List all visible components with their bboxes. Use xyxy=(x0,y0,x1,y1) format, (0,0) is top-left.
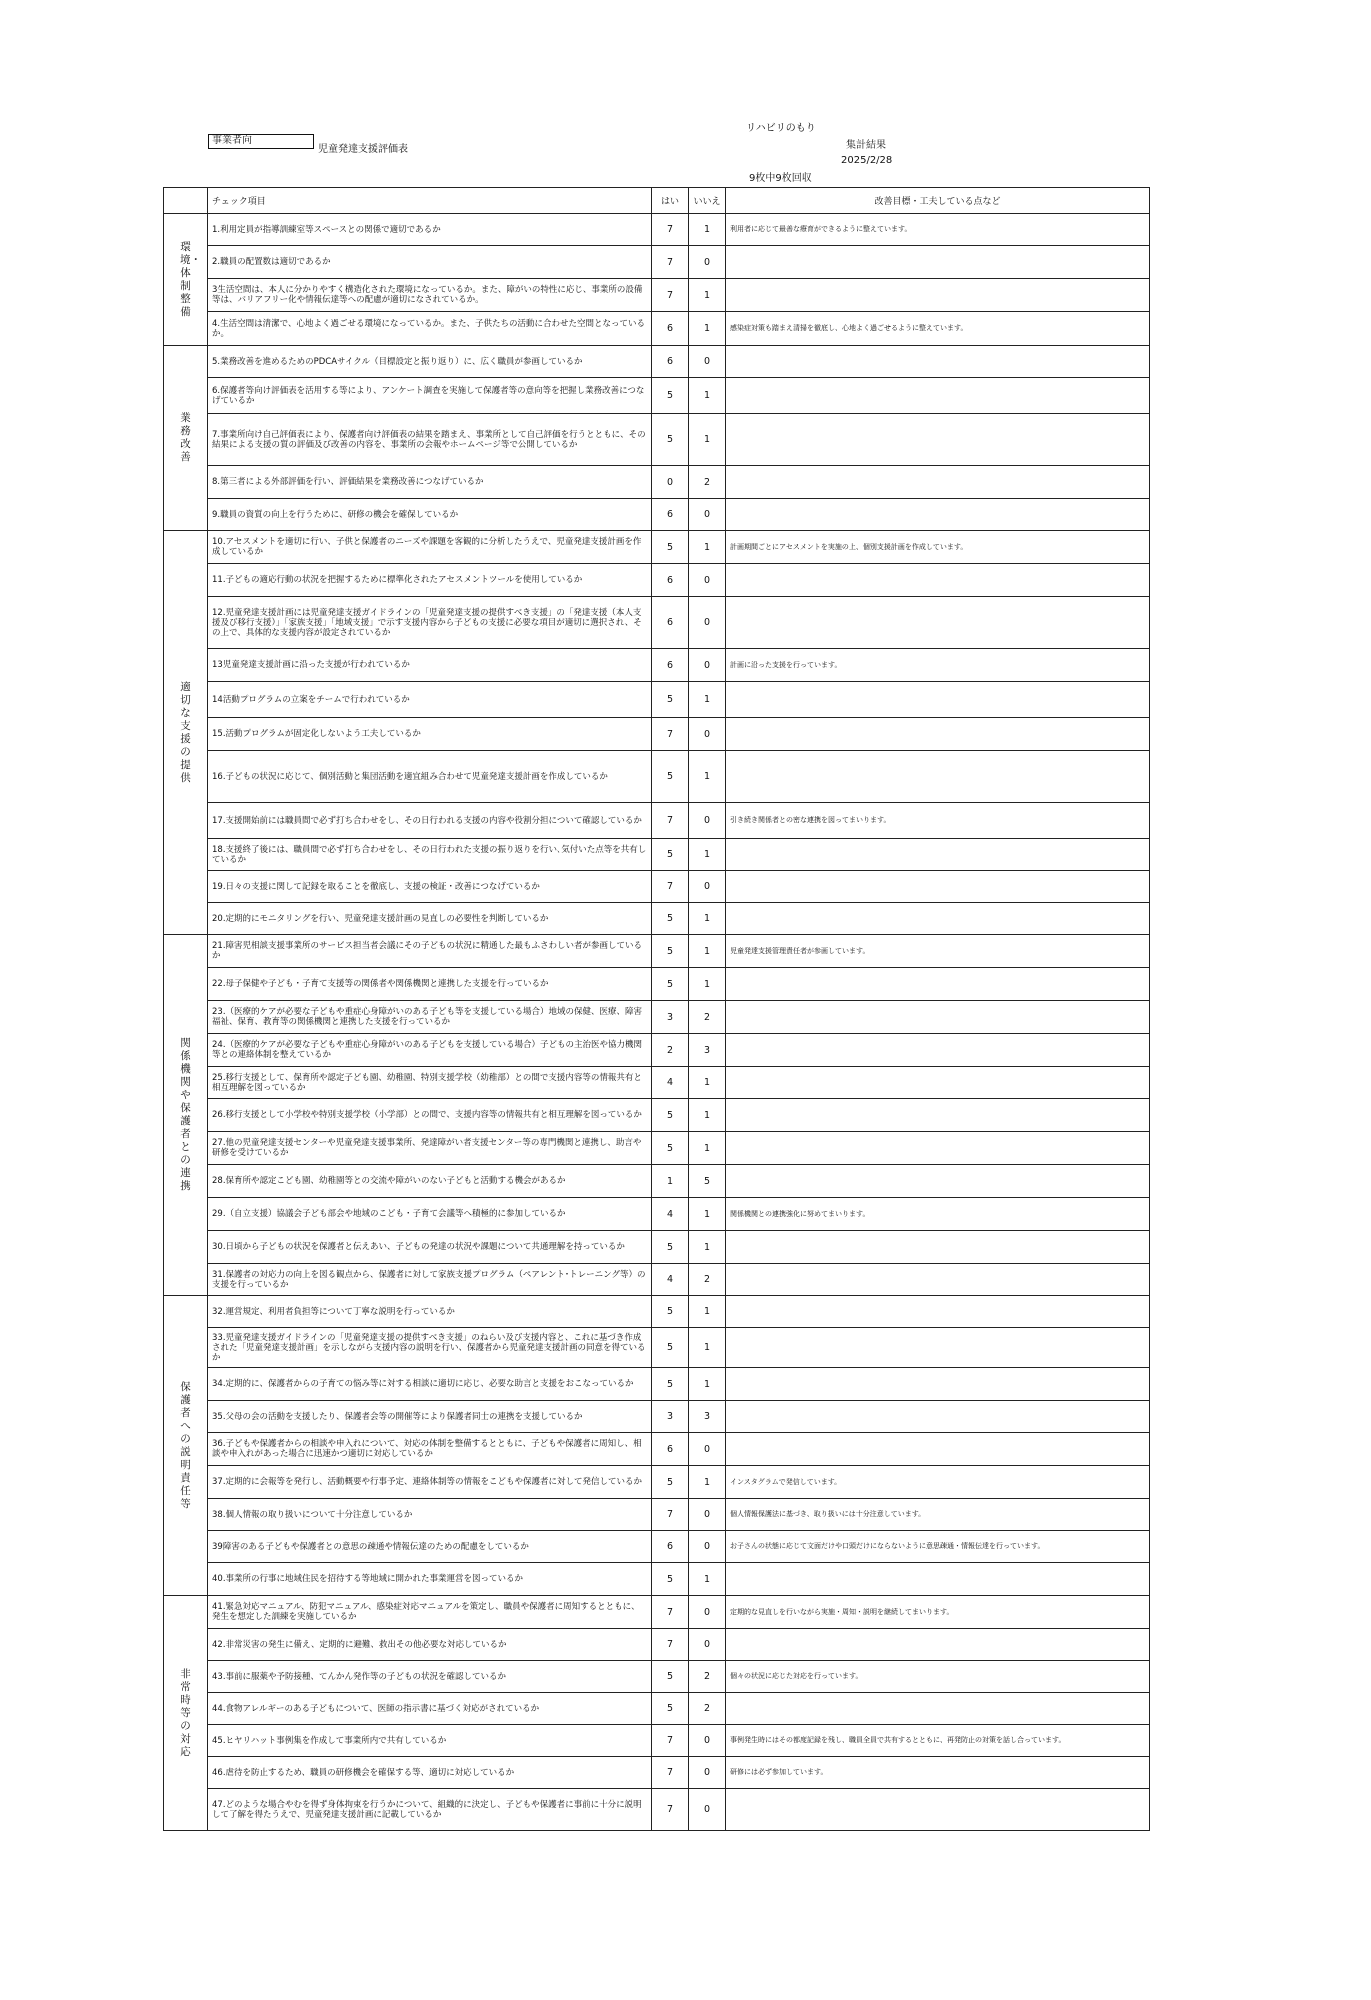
no-count: 0 xyxy=(689,1725,726,1757)
check-item: 1.利用定員が指導訓練室等スペースとの関係で適切であるか xyxy=(208,214,652,246)
yes-count: 7 xyxy=(652,214,689,246)
improvement-note: 利用者に応じて最善な療育ができるように整えています。 xyxy=(726,214,1150,246)
check-item: 15.活動プログラムが固定化しないよう工夫しているか xyxy=(208,718,652,751)
check-item: 29.（自立支援）協議会子ども部会や地域のこども・子育て会議等へ積極的に参加しているか xyxy=(208,1198,652,1231)
improvement-note xyxy=(726,751,1150,803)
improvement-note xyxy=(726,1231,1150,1264)
table-row xyxy=(164,1132,1150,1165)
category-cell xyxy=(164,935,208,1296)
table-row xyxy=(164,1034,1150,1067)
no-count: 1 xyxy=(689,1466,726,1499)
check-item: 3生活空間は、本人に分かりやすく構造化された環境になっているか。また、障がいの特性に応じ、事業所の設備等は、バリアフリー化や情報伝達等への配慮が適切になされているか。 xyxy=(208,279,652,312)
check-item: 21.障害児相談支援事業所のサービス担当者会議にその子どもの状況に精通した最もふさわしい者が参画しているか xyxy=(208,935,652,968)
improvement-note xyxy=(726,1099,1150,1132)
category-label: 適切な支援の提供 xyxy=(180,680,191,784)
improvement-note xyxy=(726,1165,1150,1198)
improvement-note: 計画期間ごとにアセスメントを実施の上、個別支援計画を作成しています。 xyxy=(726,531,1150,564)
table-row xyxy=(164,1198,1150,1231)
no-count: 2 xyxy=(689,466,726,499)
yes-count: 4 xyxy=(652,1067,689,1099)
no-count: 0 xyxy=(689,499,726,531)
category-label: 非常時等の対応 xyxy=(180,1667,191,1758)
improvement-note: 個々の状況に応じた対応を行っています。 xyxy=(726,1661,1150,1693)
facility-name: リハビリのもり xyxy=(746,123,816,134)
table-row xyxy=(164,1725,1150,1757)
check-item: 36.子どもや保護者からの相談や申入れについて、対応の体制を整備するとともに、子どもや保護者に周知し、相談や申入れがあった場合に迅速かつ適切に対応しているか xyxy=(208,1433,652,1466)
improvement-note xyxy=(726,839,1150,871)
yes-count: 6 xyxy=(652,1531,689,1563)
check-item: 26.移行支援として小学校や特別支援学校（小学部）との間で、支援内容等の情報共有と相互理解を図っているか xyxy=(208,1099,652,1132)
header-item: チェック項目 xyxy=(208,188,652,214)
check-item: 8.第三者による外部評価を行い、評価結果を業務改善につなげているか xyxy=(208,466,652,499)
no-count: 0 xyxy=(689,718,726,751)
no-count: 0 xyxy=(689,1499,726,1531)
table-row xyxy=(164,1596,1150,1629)
yes-count: 5 xyxy=(652,682,689,718)
category-cell xyxy=(164,346,208,531)
table-row xyxy=(164,1231,1150,1264)
check-item: 9.職員の資質の向上を行うために、研修の機会を確保しているか xyxy=(208,499,652,531)
table-body xyxy=(164,214,1150,1831)
category-cell xyxy=(164,214,208,346)
no-count: 0 xyxy=(689,1629,726,1661)
yes-count: 5 xyxy=(652,935,689,968)
header-no: いいえ xyxy=(689,188,726,214)
category-cell xyxy=(164,1596,208,1831)
category-label: 関係機関や保護者との連携 xyxy=(180,1037,191,1192)
table-row xyxy=(164,1466,1150,1499)
improvement-note: 事例発生時にはその都度記録を残し、職員全員で共有するとともに、再発防止の対策を話し合っています。 xyxy=(726,1725,1150,1757)
yes-count: 7 xyxy=(652,246,689,279)
check-item: 22.母子保健や子ども・子育て支援等の関係者や関係機関と連携した支援を行っているか xyxy=(208,968,652,1001)
improvement-note xyxy=(726,1034,1150,1067)
yes-count: 7 xyxy=(652,279,689,312)
yes-count: 5 xyxy=(652,968,689,1001)
yes-count: 5 xyxy=(652,751,689,803)
no-count: 1 xyxy=(689,1231,726,1264)
table-row xyxy=(164,246,1150,279)
table-row xyxy=(164,378,1150,414)
yes-count: 5 xyxy=(652,531,689,564)
table-row xyxy=(164,1661,1150,1693)
no-count: 0 xyxy=(689,1433,726,1466)
no-count: 1 xyxy=(689,1296,726,1328)
table-row xyxy=(164,871,1150,903)
table-row xyxy=(164,803,1150,839)
table-row xyxy=(164,346,1150,378)
table-row xyxy=(164,718,1150,751)
yes-count: 7 xyxy=(652,1629,689,1661)
no-count: 1 xyxy=(689,312,726,346)
table-row xyxy=(164,1368,1150,1401)
improvement-note: 計画に沿った支援を行っています。 xyxy=(726,649,1150,682)
summary-label: 集計結果 xyxy=(846,140,886,151)
improvement-note xyxy=(726,903,1150,935)
yes-count: 2 xyxy=(652,1034,689,1067)
table-row xyxy=(164,1433,1150,1466)
yes-count: 6 xyxy=(652,564,689,597)
category-label: 保護者への説明責任等 xyxy=(180,1380,191,1510)
no-count: 1 xyxy=(689,1132,726,1165)
no-count: 2 xyxy=(689,1693,726,1725)
improvement-note xyxy=(726,246,1150,279)
table-row xyxy=(164,531,1150,564)
audience-label: 事業者向 xyxy=(208,134,314,149)
check-item: 6.保護者等向け評価表を活用する等により、アンケート調査を実施して保護者等の意向等を把握し業務改善につなげているか xyxy=(208,378,652,414)
check-item: 35.父母の会の活動を支援したり、保護者会等の開催等により保護者同士の連携を支援しているか xyxy=(208,1401,652,1433)
table-row xyxy=(164,968,1150,1001)
table-row xyxy=(164,1401,1150,1433)
table-row xyxy=(164,1757,1150,1789)
table-row xyxy=(164,1693,1150,1725)
table-row xyxy=(164,839,1150,871)
improvement-note xyxy=(726,279,1150,312)
table-header-row xyxy=(164,188,1150,214)
check-item: 4.生活空間は清潔で、心地よく過ごせる環境になっているか。また、子供たちの活動に合わせた空間となっているか。 xyxy=(208,312,652,346)
yes-count: 5 xyxy=(652,1296,689,1328)
improvement-note xyxy=(726,1563,1150,1596)
improvement-note xyxy=(726,564,1150,597)
yes-count: 3 xyxy=(652,1401,689,1433)
no-count: 2 xyxy=(689,1661,726,1693)
form-title: 児童発達支援評価表 xyxy=(318,144,408,155)
yes-count: 5 xyxy=(652,414,689,466)
no-count: 0 xyxy=(689,1757,726,1789)
table-row xyxy=(164,214,1150,246)
check-item: 32.運営規定、利用者負担等について丁寧な説明を行っているか xyxy=(208,1296,652,1328)
category-cell xyxy=(164,531,208,935)
category-cell xyxy=(164,1296,208,1596)
improvement-note: インスタグラムで発信しています。 xyxy=(726,1466,1150,1499)
header-notes: 改善目標・工夫している点など xyxy=(726,188,1150,214)
improvement-note xyxy=(726,1001,1150,1034)
no-count: 1 xyxy=(689,414,726,466)
header-yes: はい xyxy=(652,188,689,214)
no-count: 2 xyxy=(689,1001,726,1034)
improvement-note xyxy=(726,346,1150,378)
check-item: 18.支援終了後には、職員間で必ず打ち合わせをし、その日行われた支援の振り返りを行い､気付いた点等を共有しているか xyxy=(208,839,652,871)
check-item: 14活動プログラムの立案をチームで行われているか xyxy=(208,682,652,718)
summary-date: 2025/2/28 xyxy=(841,155,893,166)
no-count: 0 xyxy=(689,597,726,649)
improvement-note xyxy=(726,1629,1150,1661)
yes-count: 5 xyxy=(652,378,689,414)
category-label: 環境・体制整備 xyxy=(180,240,201,318)
no-count: 0 xyxy=(689,1531,726,1563)
no-count: 3 xyxy=(689,1034,726,1067)
no-count: 0 xyxy=(689,871,726,903)
improvement-note xyxy=(726,1067,1150,1099)
yes-count: 5 xyxy=(652,1328,689,1368)
yes-count: 6 xyxy=(652,649,689,682)
yes-count: 7 xyxy=(652,871,689,903)
improvement-note xyxy=(726,682,1150,718)
no-count: 0 xyxy=(689,1596,726,1629)
check-item: 43.事前に服薬や予防接種、てんかん発作等の子どもの状況を確認しているか xyxy=(208,1661,652,1693)
no-count: 1 xyxy=(689,1198,726,1231)
no-count: 0 xyxy=(689,564,726,597)
yes-count: 5 xyxy=(652,1368,689,1401)
check-item: 12.児童発達支援計画には児童発達支援ガイドラインの「児童発達支援の提供すべき支援」の「発達支援（本人支援及び移行支援）」「家族支援」「地域支援」で示す支援内容から子どもの支援に必要な項目が適切に選択され、その上で、具体的な支援内容が設定されているか xyxy=(208,597,652,649)
collection-count: 9枚中9枚回収 xyxy=(749,173,812,184)
yes-count: 5 xyxy=(652,1693,689,1725)
no-count: 0 xyxy=(689,803,726,839)
improvement-note: 児童発達支援管理責任者が参画しています。 xyxy=(726,935,1150,968)
check-item: 17.支援開始前には職員間で必ず打ち合わせをし、その日行われる支援の内容や役割分担について確認しているか xyxy=(208,803,652,839)
table-row xyxy=(164,466,1150,499)
table-row xyxy=(164,1629,1150,1661)
no-count: 1 xyxy=(689,935,726,968)
check-item: 38.個人情報の取り扱いについて十分注意しているか xyxy=(208,1499,652,1531)
check-item: 11.子どもの適応行動の状況を把握するために標準化されたアセスメントツールを使用しているか xyxy=(208,564,652,597)
check-item: 10.アセスメントを適切に行い、子供と保護者のニーズや課題を客観的に分析したうえで、児童発達支援計画を作成しているか xyxy=(208,531,652,564)
yes-count: 5 xyxy=(652,903,689,935)
yes-count: 5 xyxy=(652,1099,689,1132)
no-count: 0 xyxy=(689,1789,726,1831)
yes-count: 6 xyxy=(652,346,689,378)
no-count: 1 xyxy=(689,1328,726,1368)
improvement-note xyxy=(726,1296,1150,1328)
table-row xyxy=(164,1531,1150,1563)
no-count: 1 xyxy=(689,214,726,246)
yes-count: 7 xyxy=(652,1725,689,1757)
yes-count: 6 xyxy=(652,597,689,649)
table-row xyxy=(164,1067,1150,1099)
check-item: 13児童発達支援計画に沿った支援が行われているか xyxy=(208,649,652,682)
check-item: 40.事業所の行事に地域住民を招待する等地域に開かれた事業運営を図っているか xyxy=(208,1563,652,1596)
table-row xyxy=(164,414,1150,466)
table-row xyxy=(164,312,1150,346)
check-item: 20.定期的にモニタリングを行い、児童発達支援計画の見直しの必要性を判断しているか xyxy=(208,903,652,935)
category-label: 業務改善 xyxy=(180,412,191,463)
header-category xyxy=(164,188,208,214)
no-count: 1 xyxy=(689,1563,726,1596)
table-row xyxy=(164,564,1150,597)
no-count: 1 xyxy=(689,378,726,414)
no-count: 1 xyxy=(689,839,726,871)
table-row xyxy=(164,1001,1150,1034)
yes-count: 7 xyxy=(652,1596,689,1629)
table-row xyxy=(164,1499,1150,1531)
check-item: 42.非常災害の発生に備え、定期的に避難、救出その他必要な対応しているか xyxy=(208,1629,652,1661)
no-count: 1 xyxy=(689,1099,726,1132)
yes-count: 4 xyxy=(652,1264,689,1296)
yes-count: 5 xyxy=(652,839,689,871)
improvement-note xyxy=(726,1368,1150,1401)
table-row xyxy=(164,1328,1150,1368)
no-count: 2 xyxy=(689,1264,726,1296)
yes-count: 5 xyxy=(652,1132,689,1165)
improvement-note xyxy=(726,1789,1150,1831)
table-row xyxy=(164,1789,1150,1831)
table-row xyxy=(164,597,1150,649)
table-row xyxy=(164,1099,1150,1132)
improvement-note xyxy=(726,499,1150,531)
check-item: 41.緊急対応マニュアル、防犯マニュアル、感染症対応マニュアルを策定し、職員や保護者に周知するとともに、発生を想定した訓練を実施しているか xyxy=(208,1596,652,1629)
no-count: 1 xyxy=(689,751,726,803)
yes-count: 7 xyxy=(652,1789,689,1831)
check-item: 45.ヒヤリハット事例集を作成して事業所内で共有しているか xyxy=(208,1725,652,1757)
improvement-note xyxy=(726,1433,1150,1466)
yes-count: 6 xyxy=(652,312,689,346)
yes-count: 5 xyxy=(652,1466,689,1499)
check-item: 2.職員の配置数は適切であるか xyxy=(208,246,652,279)
improvement-note xyxy=(726,1132,1150,1165)
improvement-note xyxy=(726,871,1150,903)
table-row xyxy=(164,1296,1150,1328)
table-row xyxy=(164,751,1150,803)
yes-count: 3 xyxy=(652,1001,689,1034)
no-count: 5 xyxy=(689,1165,726,1198)
table-row xyxy=(164,935,1150,968)
no-count: 0 xyxy=(689,649,726,682)
table-row xyxy=(164,1563,1150,1596)
improvement-note: 定期的な見直しを行いながら実施・周知・説明を継続してまいります。 xyxy=(726,1596,1150,1629)
yes-count: 7 xyxy=(652,803,689,839)
yes-count: 1 xyxy=(652,1165,689,1198)
improvement-note xyxy=(726,968,1150,1001)
yes-count: 7 xyxy=(652,718,689,751)
improvement-note xyxy=(726,1328,1150,1368)
improvement-note: 引き続き関係者との密な連携を図ってまいります。 xyxy=(726,803,1150,839)
no-count: 1 xyxy=(689,682,726,718)
no-count: 1 xyxy=(689,279,726,312)
yes-count: 5 xyxy=(652,1661,689,1693)
improvement-note xyxy=(726,466,1150,499)
no-count: 1 xyxy=(689,531,726,564)
improvement-note: 研修には必ず参加しています。 xyxy=(726,1757,1150,1789)
no-count: 1 xyxy=(689,968,726,1001)
yes-count: 0 xyxy=(652,466,689,499)
check-item: 5.業務改善を進めるためのPDCAサイクル（目標設定と振り返り）に、広く職員が参画しているか xyxy=(208,346,652,378)
yes-count: 7 xyxy=(652,1757,689,1789)
check-item: 39障害のある子どもや保護者との意思の疎通や情報伝達のための配慮をしているか xyxy=(208,1531,652,1563)
table-row xyxy=(164,499,1150,531)
check-item: 28.保育所や認定こども園、幼稚園等との交流や障がいのない子どもと活動する機会があるか xyxy=(208,1165,652,1198)
check-item: 37.定期的に会報等を発行し、活動概要や行事予定、連絡体制等の情報をこどもや保護者に対して発信しているか xyxy=(208,1466,652,1499)
check-item: 24.（医療的ケアが必要な子どもや重症心身障がいのある子どもを支援している場合）子どもの主治医や協力機関等との連絡体制を整えているか xyxy=(208,1034,652,1067)
table-row xyxy=(164,649,1150,682)
yes-count: 5 xyxy=(652,1563,689,1596)
check-item: 34.定期的に、保護者からの子育ての悩み等に対する相談に適切に応じ、必要な助言と支援をおこなっているか xyxy=(208,1368,652,1401)
no-count: 0 xyxy=(689,346,726,378)
improvement-note: 感染症対策も踏まえ清掃を徹底し、心地よく過ごせるように整えています。 xyxy=(726,312,1150,346)
table-row xyxy=(164,1264,1150,1296)
improvement-note xyxy=(726,1401,1150,1433)
check-item: 30.日頃から子どもの状況を保護者と伝えあい、子どもの発達の状況や課題について共通理解を持っているか xyxy=(208,1231,652,1264)
check-item: 7.事業所向け自己評価表により、保護者向け評価表の結果を踏まえ、事業所として自己評価を行うとともに、その結果による支援の質の評価及び改善の内容を、事業所の会報やホームページ等で公開しているか xyxy=(208,414,652,466)
check-item: 47.どのような場合やむを得ず身体拘束を行うかについて、組織的に決定し、子どもや保護者に事前に十分に説明して了解を得たうえで、児童発達支援計画に記載しているか xyxy=(208,1789,652,1831)
no-count: 1 xyxy=(689,903,726,935)
check-item: 33.児童発達支援ガイドラインの「児童発達支援の提供すべき支援」のねらい及び支援内容と、これに基づき作成された「児童発達支援計画」を示しながら支援内容の説明を行い、保護者から児童発達支援計画の同意を得ているか xyxy=(208,1328,652,1368)
improvement-note xyxy=(726,1693,1150,1725)
check-item: 19.日々の支援に関して記録を取ることを徹底し、支援の検証・改善につなげているか xyxy=(208,871,652,903)
table-row xyxy=(164,682,1150,718)
yes-count: 5 xyxy=(652,1231,689,1264)
check-item: 27.他の児童発達支援センターや児童発達支援事業所、発達障がい者支援センター等の専門機関と連携し、助言や研修を受けているか xyxy=(208,1132,652,1165)
no-count: 0 xyxy=(689,246,726,279)
check-item: 23.（医療的ケアが必要な子どもや重症心身障がいのある子ども等を支援している場合）地域の保健、医療、障害福祉、保育、教育等の関係機関と連携した支援を行っているか xyxy=(208,1001,652,1034)
no-count: 3 xyxy=(689,1401,726,1433)
table-row xyxy=(164,903,1150,935)
improvement-note xyxy=(726,597,1150,649)
yes-count: 7 xyxy=(652,1499,689,1531)
table-row xyxy=(164,1165,1150,1198)
improvement-note: 関係機関との連携強化に努めてまいります。 xyxy=(726,1198,1150,1231)
evaluation-table xyxy=(163,187,1150,1831)
table-row xyxy=(164,279,1150,312)
check-item: 25.移行支援として、保育所や認定子ども園、幼稚園、特別支援学校（幼稚部）との間で支援内容等の情報共有と相互理解を図っているか xyxy=(208,1067,652,1099)
yes-count: 4 xyxy=(652,1198,689,1231)
improvement-note xyxy=(726,1264,1150,1296)
yes-count: 6 xyxy=(652,499,689,531)
improvement-note: お子さんの状態に応じて文面だけや口頭だけにならないように意思疎通・情報伝達を行っています。 xyxy=(726,1531,1150,1563)
improvement-note xyxy=(726,378,1150,414)
no-count: 1 xyxy=(689,1368,726,1401)
check-item: 44.食物アレルギーのある子どもについて、医師の指示書に基づく対応がされているか xyxy=(208,1693,652,1725)
check-item: 16.子どもの状況に応じて、個別活動と集団活動を適宜組み合わせて児童発達支援計画を作成しているか xyxy=(208,751,652,803)
yes-count: 6 xyxy=(652,1433,689,1466)
no-count: 1 xyxy=(689,1067,726,1099)
improvement-note xyxy=(726,414,1150,466)
improvement-note xyxy=(726,718,1150,751)
check-item: 46.虐待を防止するため、職員の研修機会を確保する等、適切に対応しているか xyxy=(208,1757,652,1789)
improvement-note: 個人情報保護法に基づき、取り扱いには十分注意しています。 xyxy=(726,1499,1150,1531)
check-item: 31.保護者の対応力の向上を図る観点から、保護者に対して家族支援プログラム（ペアレント･トレーニング等）の支援を行っているか xyxy=(208,1264,652,1296)
